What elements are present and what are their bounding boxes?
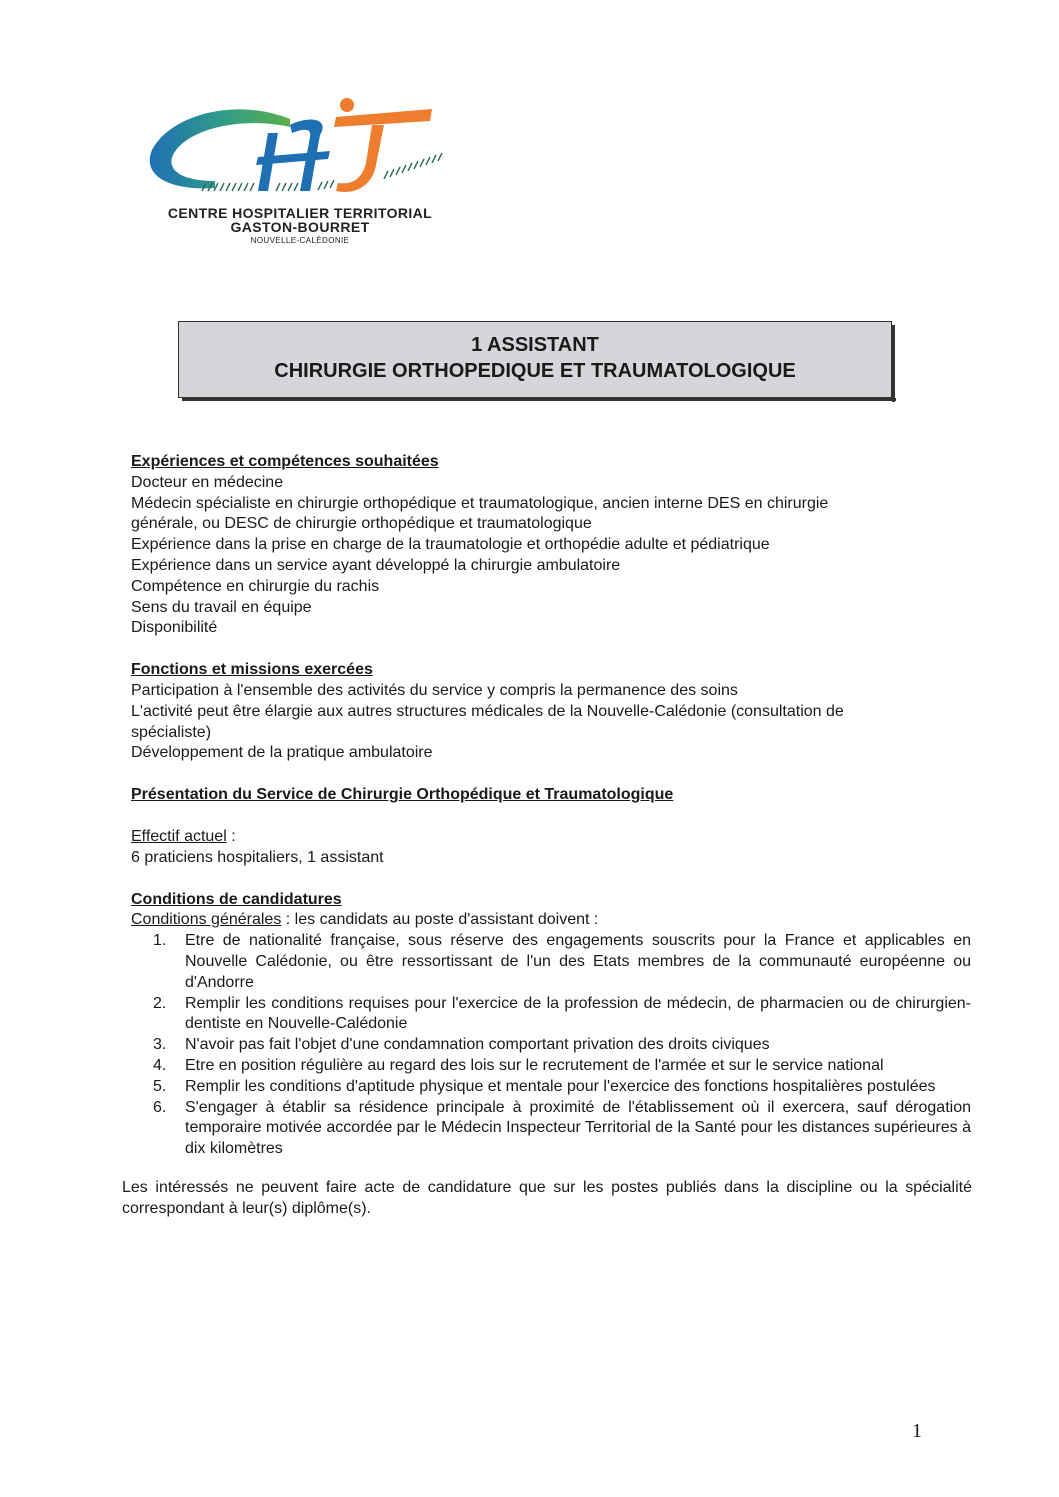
list-item-number: 4. [153, 1056, 167, 1074]
list-item-text: S'engager à établir sa résidence principale à proximité de l'établissement où il exercera, sauf dérogation temporaire motivée accordée par le Médecin Inspecteur Territorial de la Santé pour les distances supérieures à dix kilomètres [185, 1098, 971, 1158]
logo-line-2: GASTON-BOURRET [230, 219, 370, 235]
list-item [131, 931, 971, 993]
conditions-list [131, 931, 971, 1160]
functions-line: L'activité peut être élargie aux autres structures médicales de la Nouvelle-Calédonie (consultation de [131, 702, 844, 720]
effectif-value: 6 praticiens hospitaliers, 1 assistant [131, 848, 384, 866]
list-item [131, 1098, 971, 1160]
experience-line: générale, ou DESC de chirurgie orthopédique et traumatologique [131, 515, 592, 533]
effectif-suffix: : [226, 827, 236, 845]
presentation-heading: Présentation du Service de Chirurgie Orthopédique et Traumatologique [131, 786, 674, 804]
conditions-general-line [131, 910, 971, 931]
functions-line: Développement de la pratique ambulatoire [131, 744, 433, 762]
list-item-text: Remplir les conditions requises pour l'exercice de la profession de médecin, de pharmacien ou de chirurgien-dentiste en Nouvelle-Calédonie [185, 994, 971, 1033]
list-item [131, 1035, 971, 1056]
effectif-label: Effectif actuel [131, 827, 227, 845]
experience-line: Médecin spécialiste en chirurgie orthopédique et traumatologique, ancien interne DES en chirurgie [131, 494, 829, 512]
experience-line: Sens du travail en équipe [131, 598, 312, 616]
list-item-number: 6. [153, 1098, 167, 1116]
experience-line: Docteur en médecine [131, 473, 284, 491]
cht-logo [140, 95, 460, 255]
functions-line: Participation à l'ensemble des activités du service y compris la permanence des soins [131, 681, 738, 699]
list-item-text: Remplir les conditions d'aptitude physique et mentale pour l'exercice des fonctions hospitalières postulées [185, 1077, 936, 1095]
cht-logo-mark [140, 95, 460, 205]
title-line-2: CHIRURGIE ORTHOPEDIQUE ET TRAUMATOLOGIQUE [274, 360, 796, 382]
list-item [131, 1056, 971, 1077]
list-item [131, 994, 971, 1036]
conditions-heading: Conditions de candidatures [131, 890, 342, 908]
conditions-general-label: Conditions générales [131, 911, 282, 929]
list-item-number: 3. [153, 1036, 167, 1054]
list-item-number: 1. [153, 932, 167, 950]
logo-line-1: CENTRE HOSPITALIER TERRITORIAL [167, 205, 433, 221]
functions-line: spécialiste) [131, 723, 212, 741]
closing-paragraph: Les intéressés ne peuvent faire acte de candidature que sur les postes publiés dans la discipline ou la spécialité correspondant à leur(s) diplôme(s). [122, 1179, 972, 1217]
effectif-line [131, 827, 971, 848]
experience-line: Expérience dans un service ayant développé la chirurgie ambulatoire [131, 556, 621, 574]
experience-line: Disponibilité [131, 619, 218, 637]
page-number: 1 [912, 1420, 922, 1442]
list-item-number: 2. [153, 994, 167, 1012]
document-body [131, 452, 971, 1160]
experience-heading: Expériences et compétences souhaitées [131, 453, 439, 470]
conditions-general-suffix: : les candidats au poste d'assistant doivent : [281, 911, 599, 929]
functions-heading: Fonctions et missions exercées [131, 661, 373, 679]
list-item [131, 1077, 971, 1098]
experience-line: Expérience dans la prise en charge de la traumatologie et orthopédie adulte et pédiatrique [131, 536, 770, 554]
experience-line: Compétence en chirurgie du rachis [131, 577, 380, 595]
list-item-text: Etre en position régulière au regard des lois sur le recrutement de l'armée et sur le service national [185, 1056, 884, 1074]
list-item-text: N'avoir pas fait l'objet d'une condamnation comportant privation des droits civiques [185, 1036, 770, 1054]
title-box [178, 321, 892, 398]
logo-line-3: NOUVELLE-CALÉDONIE [250, 236, 350, 245]
list-item-text: Etre de nationalité française, sous réserve des engagements souscrits pour la France et applicables en Nouvelle Calédonie, ou être ressortissant de l'un des Etats membres de la communauté européenne ou d'Andorre [185, 932, 971, 991]
list-item-number: 5. [153, 1077, 167, 1095]
title-line-1: 1 ASSISTANT [471, 334, 599, 356]
